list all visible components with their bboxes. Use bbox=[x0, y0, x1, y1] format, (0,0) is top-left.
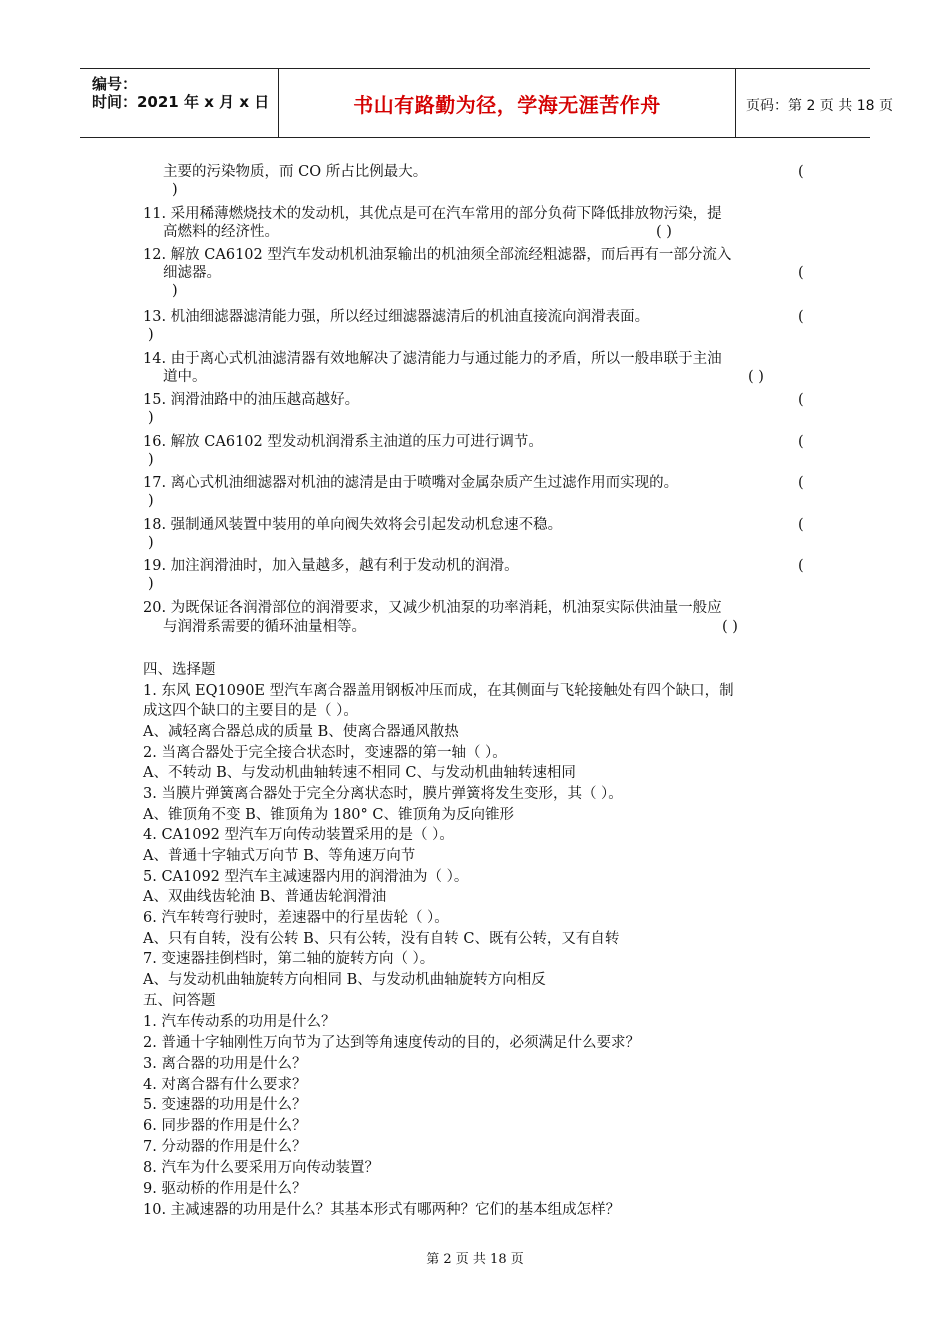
tf-paren-open: ( bbox=[798, 517, 804, 533]
section-heading-choice: 四、选择题 bbox=[143, 662, 216, 678]
tf-question-11-cont: 高燃料的经济性。 bbox=[163, 224, 279, 240]
qa-item: 4. 对离合器有什么要求？ bbox=[143, 1077, 307, 1093]
tf-question-11: 11. 采用稀薄燃烧技术的发动机，其优点是可在汽车常用的部分负荷下降低排放物污染，提 bbox=[143, 206, 722, 222]
tf-paren-open: ( bbox=[798, 392, 804, 408]
choice-options-1: A、减轻离合器总成的质量 B、使离合器通风散热 bbox=[143, 724, 459, 740]
header-motto: 书山有路勤为径，学海无涯苦作舟 bbox=[353, 93, 661, 117]
tf-question-17: 17. 离心式机油细滤器对机油的滤清是由于喷嘴对金属杂质产生过滤作用而实现的。 bbox=[143, 475, 679, 491]
tf-answer-blank-11: ( ) bbox=[656, 224, 672, 240]
choice-question-1: 1. 东风 EQ1090E 型汽车离合器盖用钢板冲压而成，在其侧面与飞轮接触处有四个缺口，制 bbox=[143, 683, 734, 699]
header-meta-cell bbox=[80, 69, 278, 137]
header-motto-cell bbox=[278, 69, 736, 137]
tf-question-15: 15. 润滑油路中的油压越高越好。 bbox=[143, 392, 360, 408]
choice-question-7: 7. 变速器挂倒档时，第二轴的旋转方向（ ）。 bbox=[143, 951, 435, 967]
tf-paren-close: ) bbox=[172, 182, 178, 198]
tf-paren-open: ( bbox=[798, 434, 804, 450]
choice-options-7: A、与发动机曲轴旋转方向相同 B、与发动机曲轴旋转方向相反 bbox=[143, 972, 546, 988]
choice-options-2: A、不转动 B、与发动机曲轴转速不相同 C、与发动机曲轴转速相同 bbox=[143, 765, 576, 781]
tf-question-12-cont: 细滤器。 bbox=[163, 265, 221, 281]
tf-question-19: 19. 加注润滑油时，加入量越多，越有利于发动机的润滑。 bbox=[143, 558, 519, 574]
tf-question-12: 12. 解放 CA6102 型汽车发动机机油泵输出的机油须全部流经粗滤器，而后再有一部分流入 bbox=[143, 247, 732, 263]
qa-item: 3. 离合器的功用是什么？ bbox=[143, 1056, 307, 1072]
tf-question-13: 13. 机油细滤器滤清能力强，所以经过细滤器滤清后的机油直接流向润滑表面。 bbox=[143, 309, 650, 325]
tf-question-20: 20. 为既保证各润滑部位的润滑要求，又减少机油泵的功率消耗，机油泵实际供油量一般应 bbox=[143, 600, 722, 616]
tf-paren-close: ) bbox=[148, 327, 154, 343]
tf-paren-open: ( bbox=[798, 265, 804, 281]
tf-paren-open: ( bbox=[798, 475, 804, 491]
qa-item: 6. 同步器的作用是什么？ bbox=[143, 1118, 307, 1134]
tf-paren-close: ) bbox=[148, 576, 154, 592]
tf-paren-close: ) bbox=[148, 452, 154, 468]
tf-question-18: 18. 强制通风装置中装用的单向阀失效将会引起发动机怠速不稳。 bbox=[143, 517, 563, 533]
tf-answer-blank-20: ( ) bbox=[722, 619, 738, 635]
choice-question-4: 4. CA1092 型汽车万向传动装置采用的是（ ）。 bbox=[143, 827, 454, 843]
choice-question-6: 6. 汽车转弯行驶时，差速器中的行星齿轮（ ）。 bbox=[143, 910, 449, 926]
choice-question-2: 2. 当离合器处于完全接合状态时，变速器的第一轴（ ）。 bbox=[143, 745, 507, 761]
tf-paren-close: ) bbox=[148, 535, 154, 551]
tf-paren-open: ( bbox=[798, 558, 804, 574]
tf-question-14-cont: 道中。 bbox=[163, 369, 207, 385]
header-page-cell bbox=[736, 69, 893, 137]
qa-item: 1. 汽车传动系的功用是什么？ bbox=[143, 1014, 336, 1030]
choice-question-3: 3. 当膜片弹簧离合器处于完全分离状态时，膜片弹簧将发生变形，其（ ）。 bbox=[143, 786, 623, 802]
choice-options-6: A、只有自转，没有公转 B、只有公转，没有自转 C、既有公转，又有自转 bbox=[143, 931, 620, 947]
tf-paren-close: ) bbox=[172, 283, 178, 299]
tf-line-continuation: 主要的污染物质，而 CO 所占比例最大。 bbox=[163, 164, 428, 180]
page-header bbox=[80, 68, 893, 138]
document-number-label: 编号： bbox=[92, 75, 138, 93]
choice-options-5: A、双曲线齿轮油 B、普通齿轮润滑油 bbox=[143, 889, 387, 905]
qa-item: 2. 普通十字轴刚性万向节为了达到等角速度传动的目的，必须满足什么要求？ bbox=[143, 1035, 640, 1051]
tf-question-14: 14. 由于离心式机油滤清器有效地解决了滤清能力与通过能力的矛盾，所以一般串联于主油 bbox=[143, 351, 722, 367]
tf-answer-blank-14: ( ) bbox=[748, 369, 764, 385]
tf-paren-close: ) bbox=[148, 493, 154, 509]
qa-item: 9. 驱动桥的作用是什么？ bbox=[143, 1181, 307, 1197]
qa-item: 8. 汽车为什么要采用万向传动装置？ bbox=[143, 1160, 379, 1176]
document-date-label: 时间：2021 年 x 月 x 日 bbox=[92, 93, 270, 111]
tf-question-16: 16. 解放 CA6102 型发动机润滑系主油道的压力可进行调节。 bbox=[143, 434, 543, 450]
qa-item: 5. 变速器的功用是什么？ bbox=[143, 1097, 307, 1113]
header-page-number: 页码：第 2 页 共 18 页 bbox=[746, 98, 893, 114]
choice-question-5: 5. CA1092 型汽车主减速器内用的润滑油为（ ）。 bbox=[143, 869, 469, 885]
section-heading-qa: 五、问答题 bbox=[143, 993, 216, 1009]
choice-options-3: A、锥顶角不变 B、锥顶角为 180° C、锥顶角为反向锥形 bbox=[143, 807, 514, 823]
tf-paren-open: ( bbox=[798, 164, 804, 180]
qa-item: 7. 分动器的作用是什么？ bbox=[143, 1139, 307, 1155]
qa-item: 10. 主减速器的功用是什么？其基本形式有哪两种？它们的基本组成怎样？ bbox=[143, 1202, 621, 1218]
tf-paren-close: ) bbox=[148, 410, 154, 426]
tf-question-20-cont: 与润滑系需要的循环油量相等。 bbox=[163, 619, 366, 635]
tf-paren-open: ( bbox=[798, 309, 804, 325]
choice-options-4: A、普通十字轴式万向节 B、等角速万向节 bbox=[143, 848, 416, 864]
choice-question-1-cont: 成这四个缺口的主要目的是（ ）。 bbox=[143, 703, 358, 719]
page-footer: 第 2 页 共 18 页 bbox=[426, 1252, 524, 1267]
